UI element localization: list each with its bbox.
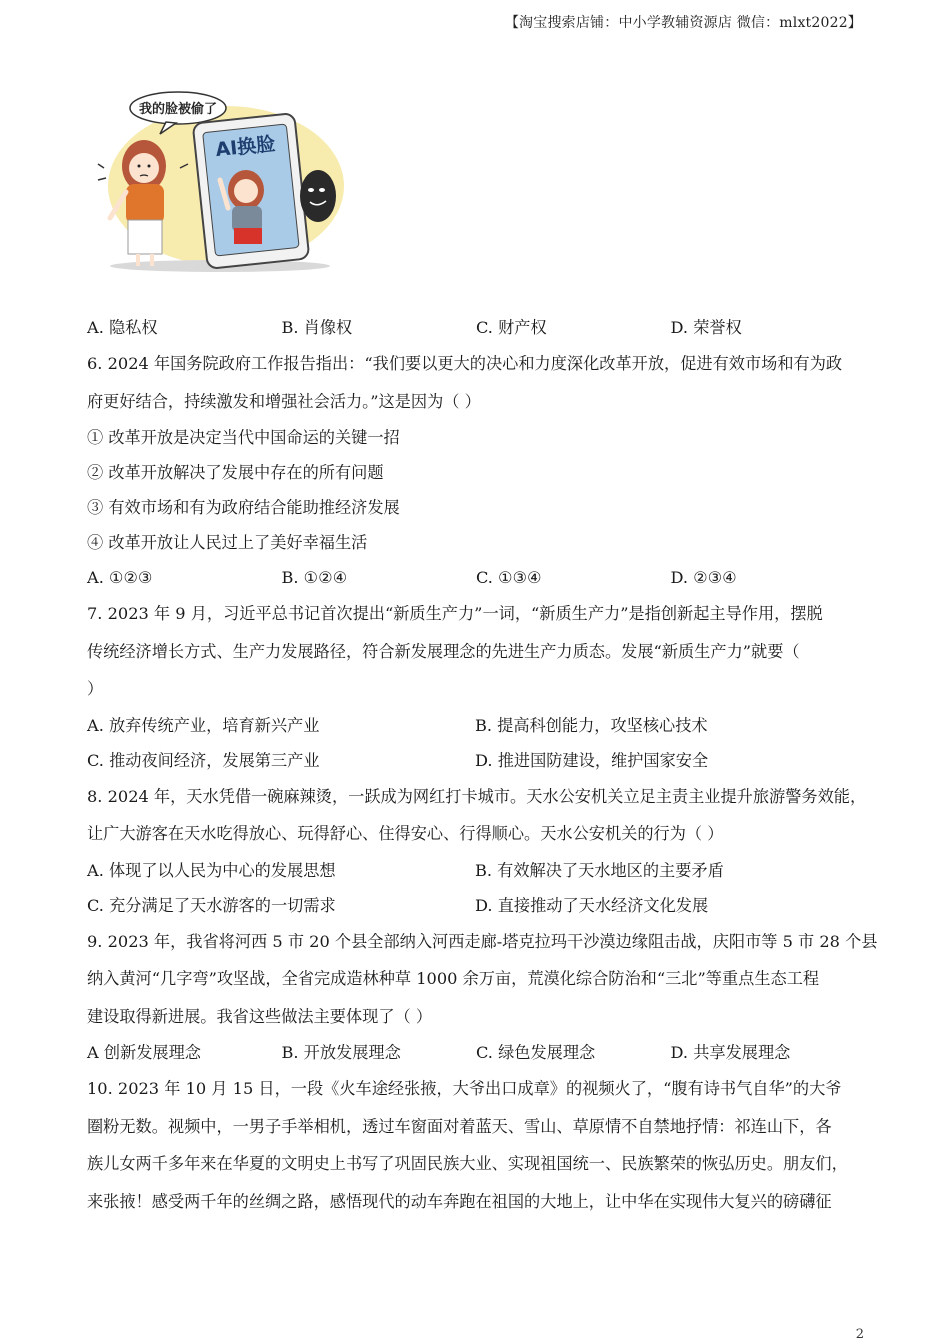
q7-option-a: A. 放弃传统产业，培育新兴产业 [87,715,320,735]
q8-option-b: B. 有效解决了天水地区的主要矛盾 [475,860,724,880]
q7-stem-line: 7. 2023 年 9 月，习近平总书记首次提出“新质生产力”一词，“新质生产力”是指创新起主导作用，摆脱 [87,604,823,623]
q10-stem-line: 来张掖！感受两千年的丝绸之路，感悟现代的动车奔跑在祖国的大地上，让中华在实现伟大复兴的磅礴征 [87,1191,832,1211]
phone-label: AI换脸 [214,132,277,162]
q6-option-b: B. ①②④ [281,568,348,587]
shadow-figure-icon [300,170,336,222]
ai-face-swap-illustration [96,88,344,276]
q8-options-row [87,888,872,923]
q7-stem-line: ） [87,679,104,698]
q7-options-row [87,708,872,743]
q6-option-d: D. ②③④ [670,568,737,587]
q8-option-a: A. 体现了以人民为中心的发展思想 [87,860,336,880]
q5-option-c: C. 财产权 [476,318,547,337]
q10-stem-line: 10. 2023 年 10 月 15 日，一段《火车途经张掖，大爷出口成章》的视频火了，“腹有诗书气自华”的大爷 [87,1079,842,1098]
q8-stem-line: 让广大游客在天水吃得放心、玩得舒心、住得安心、行得顺心。天水公安机关的行为（ ） [87,824,724,843]
q5-option-b: B. 肖像权 [281,318,353,337]
q5-options [87,310,872,345]
question-content [87,310,878,1220]
q8-stem-line: 8. 2024 年，天水凭借一碗麻辣烫，一跃成为网红打卡城市。天水公安机关立足主责主业提升旅游警务效能， [87,786,867,806]
q6-statement: ④ 改革开放让人民过上了美好幸福生活 [87,533,368,552]
q6-option-a: A. ①②③ [87,568,153,587]
q7-options-row [87,743,872,778]
q10-stem-line: 族儿女两千多年来在华夏的文明史上书写了巩固民族大业、实现祖国统一、民族繁荣的恢弘历史。朋友们， [87,1154,848,1173]
q9-stem-line: 建设取得新进展。我省这些做法主要体现了（ ） [87,1006,433,1026]
q9-stem-line: 9. 2023 年，我省将河西 5 市 20 个县全部纳入河西走廊-塔克拉玛干沙漠边缘阻击战，庆阳市等 5 市 28 个县 [87,931,878,951]
q6-stem-line: 6. 2024 年国务院政府工作报告指出：“我们要以更大的决心和力度深化改革开放，促进有效市场和有为政 [87,354,843,373]
q9-stem-line: 纳入黄河“几字弯”攻坚战，全省完成造林种草 1000 余万亩，荒漠化综合防治和“三北”等重点生态工程 [87,969,820,988]
q7-option-b: B. 提高科创能力，攻坚核心技术 [475,715,708,735]
speech-bubble-text: 我的脸被偷了 [138,102,218,117]
q6-option-c: C. ①③④ [476,568,542,587]
q8-option-c: C. 充分满足了天水游客的一切需求 [87,895,336,915]
q7-option-c: C. 推动夜间经济，发展第三产业 [87,750,320,770]
q8-option-d: D. 直接推动了天水经济文化发展 [475,895,709,915]
q8-options-row [87,853,872,888]
q7-option-d: D. 推进国防建设，维护国家安全 [475,750,709,770]
phone-icon [193,113,310,269]
shop-header: 【淘宝搜索店铺：中小学教辅资源店 微信：mlxt2022】 [504,15,862,31]
q6-options [87,560,872,595]
q5-option-a: A. 隐私权 [87,318,158,337]
q5-option-d: D. 荣誉权 [670,318,742,337]
q9-option-c: C. 绿色发展理念 [476,1043,596,1062]
q6-statement: ② 改革开放解决了发展中存在的所有问题 [87,463,384,482]
q9-option-a: A 创新发展理念 [87,1043,201,1062]
q6-stem-line: 府更好结合，持续激发和增强社会活力。”这是因为（ ） [87,391,481,411]
q10-stem-line: 圈粉无数。视频中，一男子手举相机，透过车窗面对着蓝天、雪山、草原情不自禁地抒情：祁连山下，各 [87,1116,832,1136]
q9-option-d: D. 共享发展理念 [670,1043,791,1062]
q9-options [87,1035,872,1070]
q6-statement: ① 改革开放是决定当代中国命运的关键一招 [87,428,400,447]
q7-stem-line: 传统经济增长方式、生产力发展路径，符合新发展理念的先进生产力质态。发展“新质生产力”就要（ [87,641,800,661]
q6-statement: ③ 有效市场和有为政府结合能助推经济发展 [87,498,400,517]
page-number: 2 [855,1327,864,1342]
q9-option-b: B. 开放发展理念 [281,1043,401,1062]
